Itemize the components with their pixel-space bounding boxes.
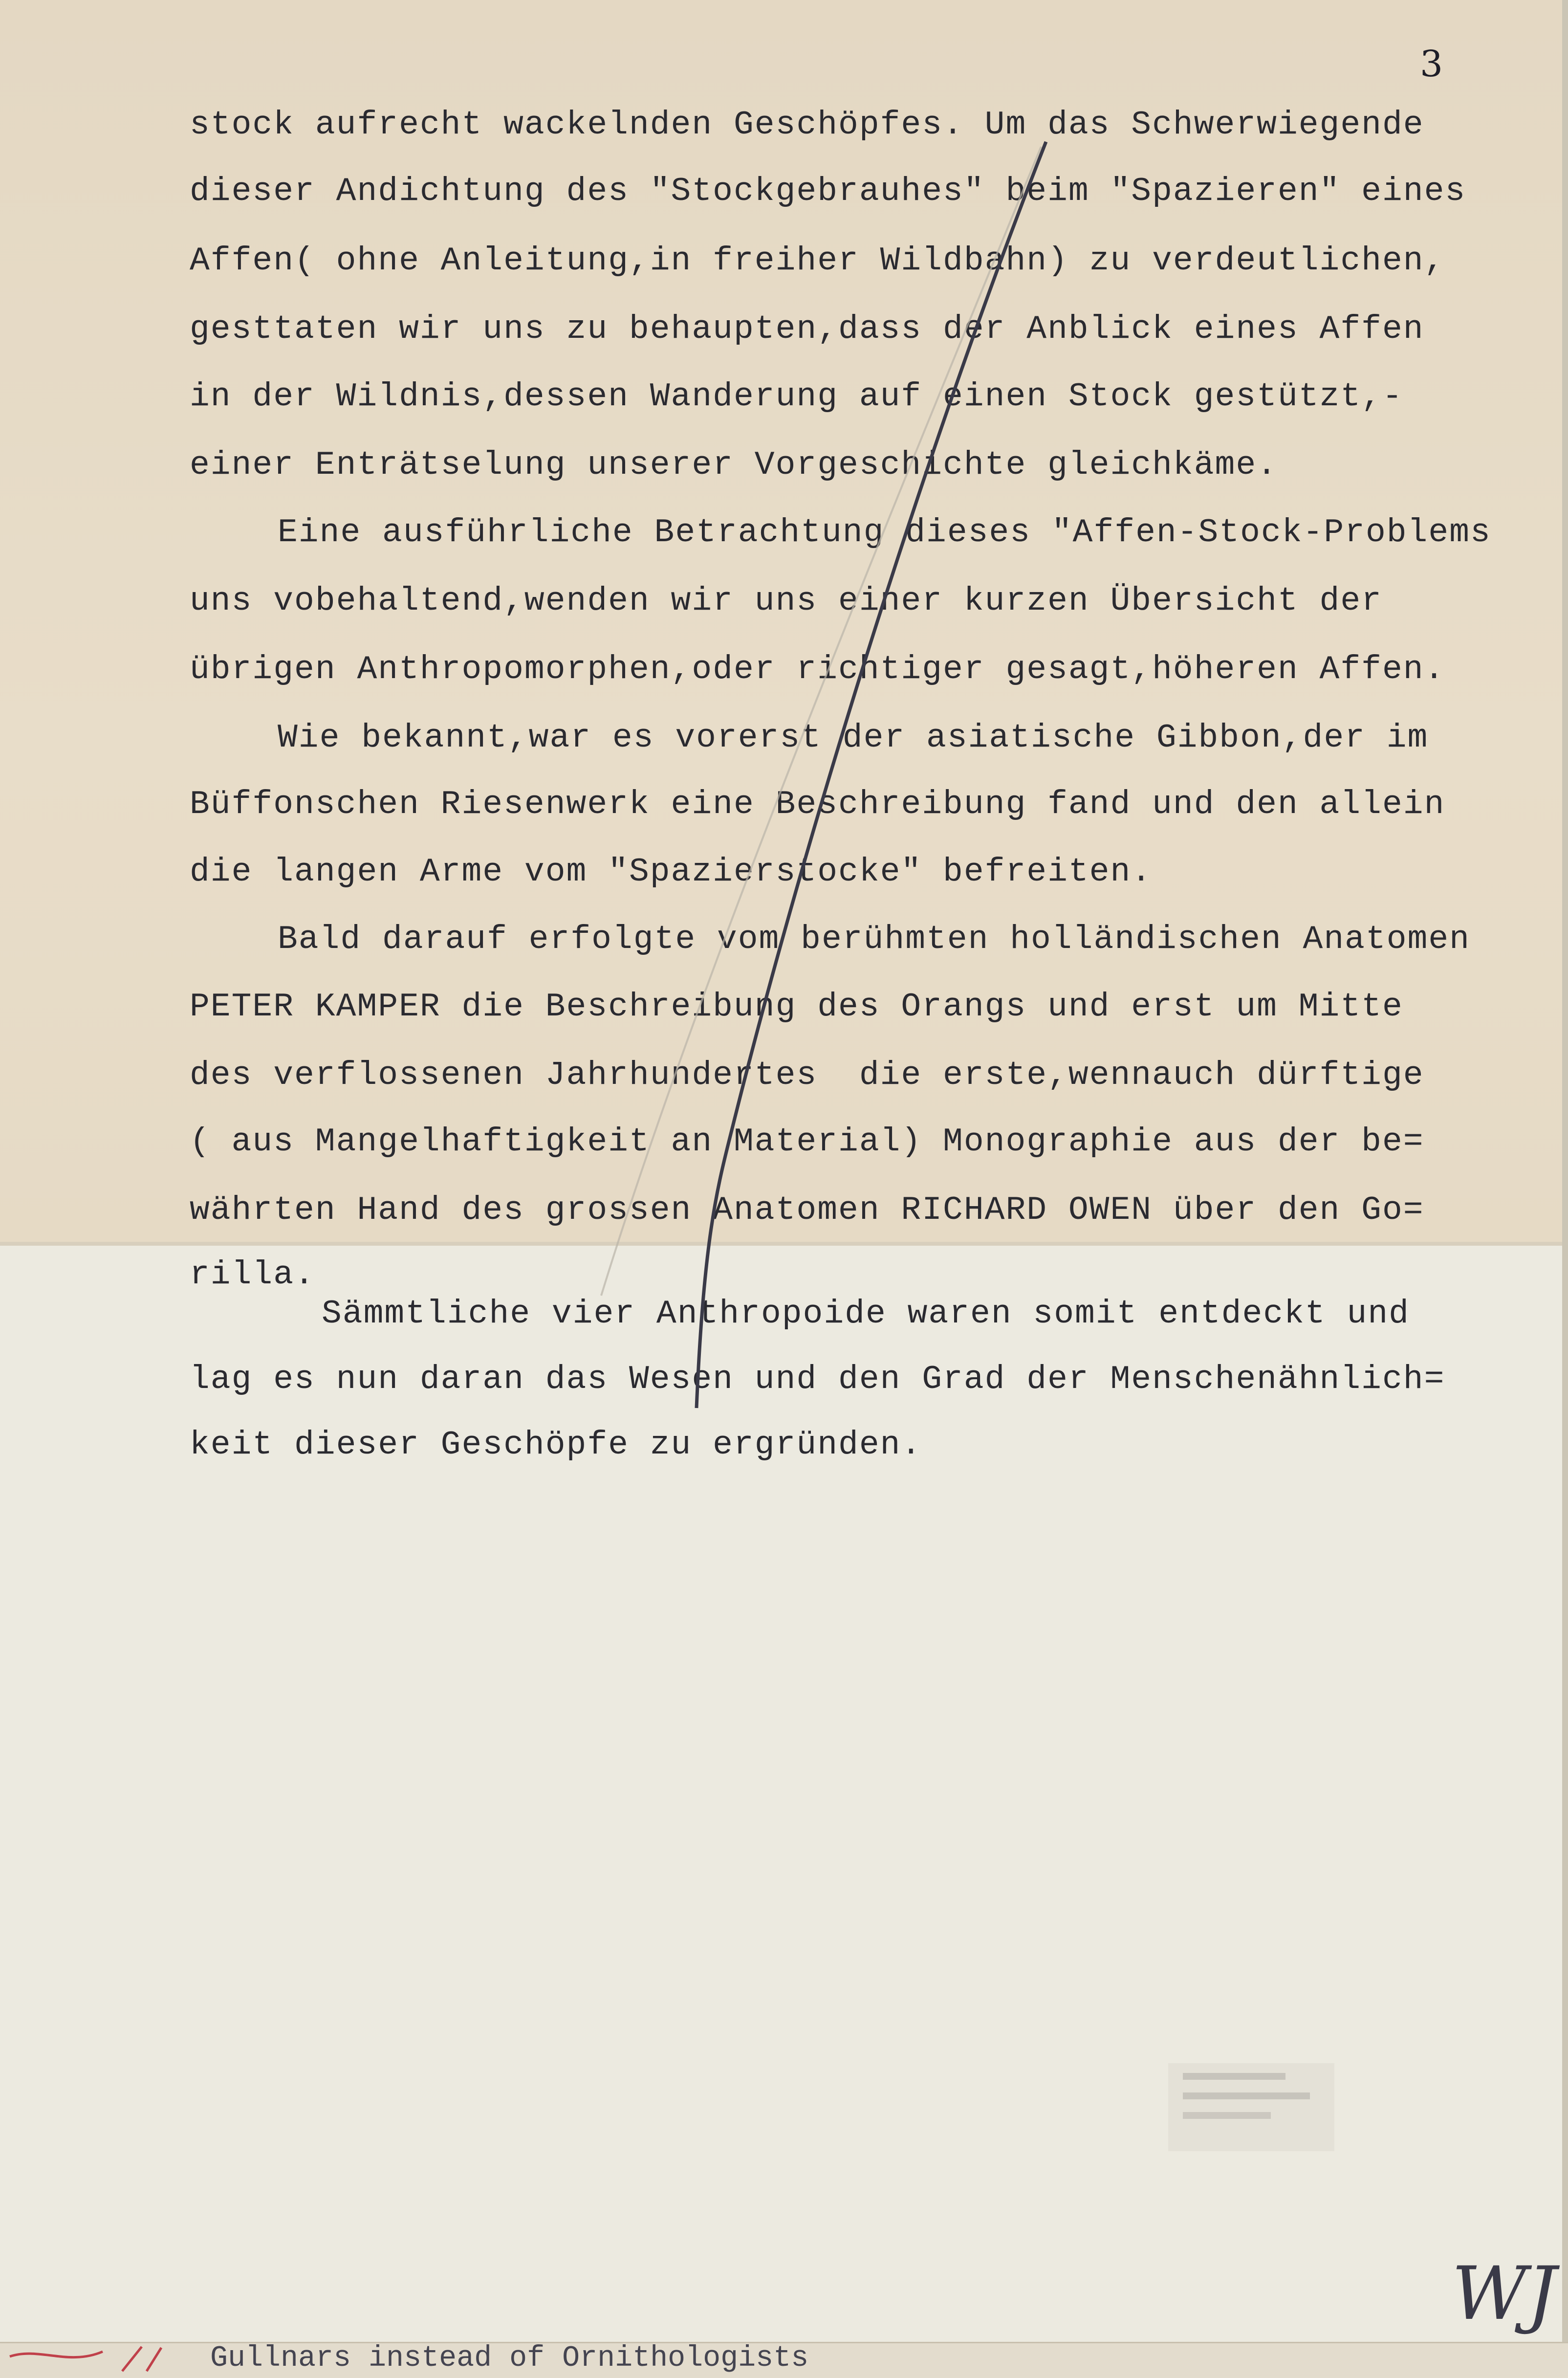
text-line: rilla. [190,1256,315,1294]
text-line: Büffonschen Riesenwerk eine Beschreibung fand und den allein [190,786,1445,823]
text-line: übrigen Anthropomorphen,oder richtiger gesagt,höheren Affen. [190,651,1445,688]
text-line: Bald darauf erfolgte vom berühmten holländischen Anatomen [278,921,1470,958]
text-line: lag es nun daran das Wesen und den Grad der Menschenähnlich= [190,1361,1445,1398]
text-line: keit dieser Geschöpfe zu ergründen. [190,1426,922,1464]
handwritten-initials: WJ [1452,2251,1557,2336]
archive-stamp-mark [1163,2058,1339,2156]
text-line: Sämmtliche vier Anthropoide waren somit entdeckt und [322,1295,1410,1333]
text-line: Eine ausführliche Betrachtung dieses "Affen-Stock-Problems [278,514,1491,551]
text-line: dieser Andichtung des "Stockgebrauhes" beim "Spazieren" eines [190,173,1466,210]
underlying-page-text: Gullnars instead of Ornithologists [210,2342,809,2375]
text-line: einer Enträtselung unserer Vorgeschichte gleichkäme. [190,446,1278,484]
text-line: die langen Arme vom "Spazierstocke" befreiten. [190,853,1153,891]
page-number: 3 [1420,43,1443,85]
text-line: uns vobehaltend,wenden wir uns einer kurzen Übersicht der [190,582,1382,620]
text-line: PETER KAMPER die Beschreibung des Orangs und erst um Mitte [190,988,1403,1026]
text-line: des verflossenen Jahrhundertes die erste,wennauch dürftige [190,1057,1424,1094]
red-ink-marks [0,2342,215,2377]
text-line: gesttaten wir uns zu behaupten,dass der Anblick eines Affen [190,310,1424,348]
text-line: Wie bekannt,war es vorerst der asiatische Gibbon,der im [278,719,1429,757]
text-line: stock aufrecht wackelnden Geschöpfes. Um das Schwerwiegende [190,106,1424,144]
text-line: in der Wildnis,dessen Wanderung auf einen Stock gestützt,- [190,378,1403,416]
text-line: währten Hand des grossen Anatomen RICHARD OWEN über den Go= [190,1191,1424,1229]
text-line: Affen( ohne Anleitung,in freiher Wildbahn) zu verdeutlichen, [190,242,1445,280]
text-line: ( aus Mangelhaftigkeit an Material) Monographie aus der be= [190,1123,1424,1161]
